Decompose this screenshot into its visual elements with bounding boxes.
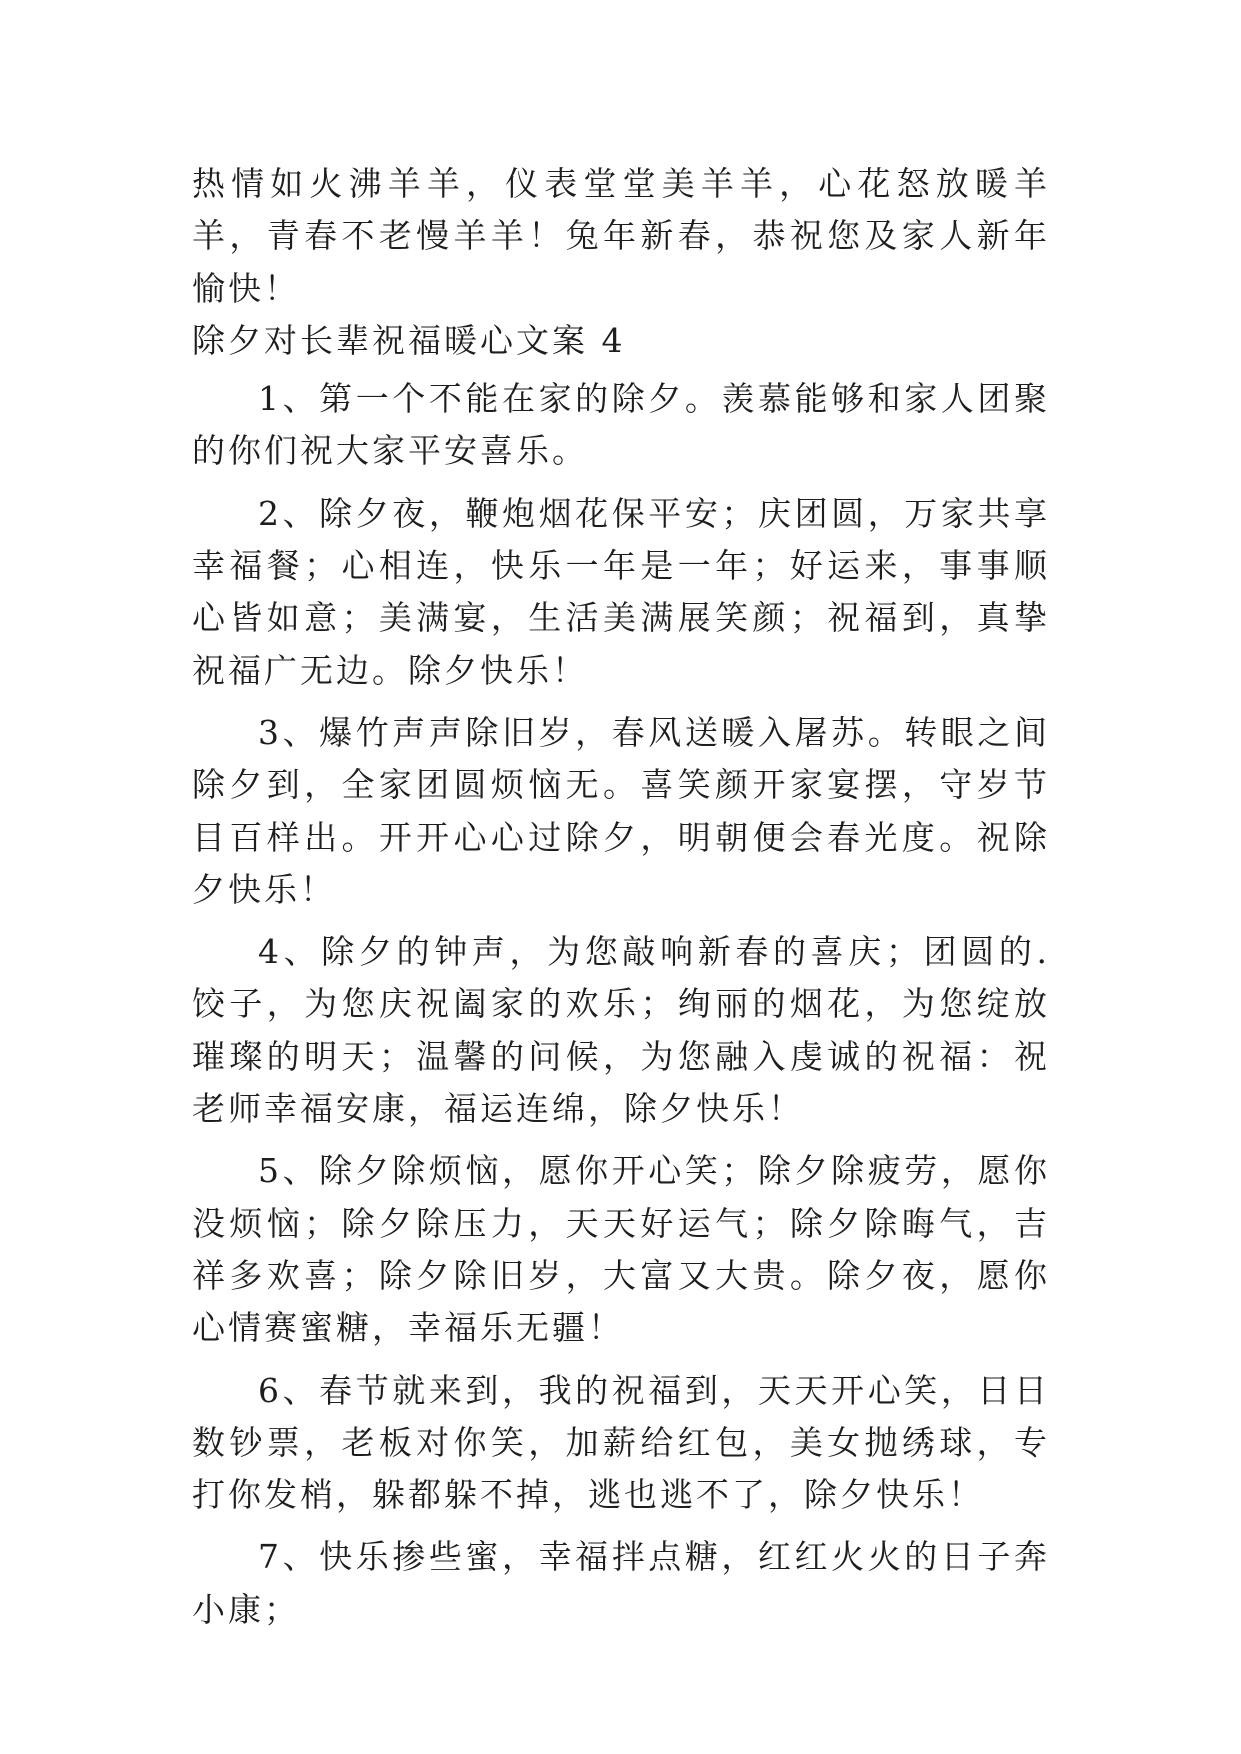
greeting-item-4: 4、除夕的钟声，为您敲响新春的喜庆；团圆的.饺子，为您庆祝阖家的欢乐；绚丽的烟花，为您绽放璀璨的明天；温馨的问候，为您融入虔诚的祝福：祝老师幸福安康，福运连绵，除夕快乐！ — [192, 932, 1050, 1129]
greeting-item-6: 6、春节就来到，我的祝福到，天天开心笑，日日数钞票，老板对你笑，加薪给红包，美女抛绣球，专打你发梢，躲都躲不掉，逃也逃不了，除夕快乐！ — [192, 1370, 1050, 1515]
greeting-item-1: 1、第一个不能在家的除夕。羡慕能够和家人团聚的你们祝大家平安喜乐。 — [192, 379, 1050, 471]
section-heading: 除夕对长辈祝福暖心文案 4 — [192, 320, 626, 360]
intro-paragraph: 热情如火沸羊羊，仪表堂堂美羊羊，心花怒放暖羊羊，青春不老慢羊羊！兔年新春，恭祝您及家人新年愉快！ — [192, 164, 1050, 308]
greeting-item-3: 3、爆竹声声除旧岁，春风送暖入屠苏。转眼之间除夕到，全家团圆烦恼无。喜笑颜开家宴摆，守岁节目百样出。开开心心过除夕，明朝便会春光度。祝除夕快乐！ — [192, 712, 1050, 909]
greeting-item-7: 7、快乐掺些蜜，幸福拌点糖，红红火火的日子奔小康； — [192, 1537, 1050, 1629]
greeting-item-2: 2、除夕夜，鞭炮烟花保平安；庆团圆，万家共享幸福餐；心相连，快乐一年是一年；好运来，事事顺心皆如意；美满宴，生活美满展笑颜；祝福到，真挚祝福广无边。除夕快乐！ — [192, 493, 1050, 690]
document-body — [192, 158, 1050, 1636]
greeting-item-5: 5、除夕除烦恼，愿你开心笑；除夕除疲劳，愿你没烦恼；除夕除压力，天天好运气；除夕除晦气，吉祥多欢喜；除夕除旧岁，大富又大贵。除夕夜，愿你心情赛蜜糖，幸福乐无疆！ — [192, 1151, 1050, 1348]
